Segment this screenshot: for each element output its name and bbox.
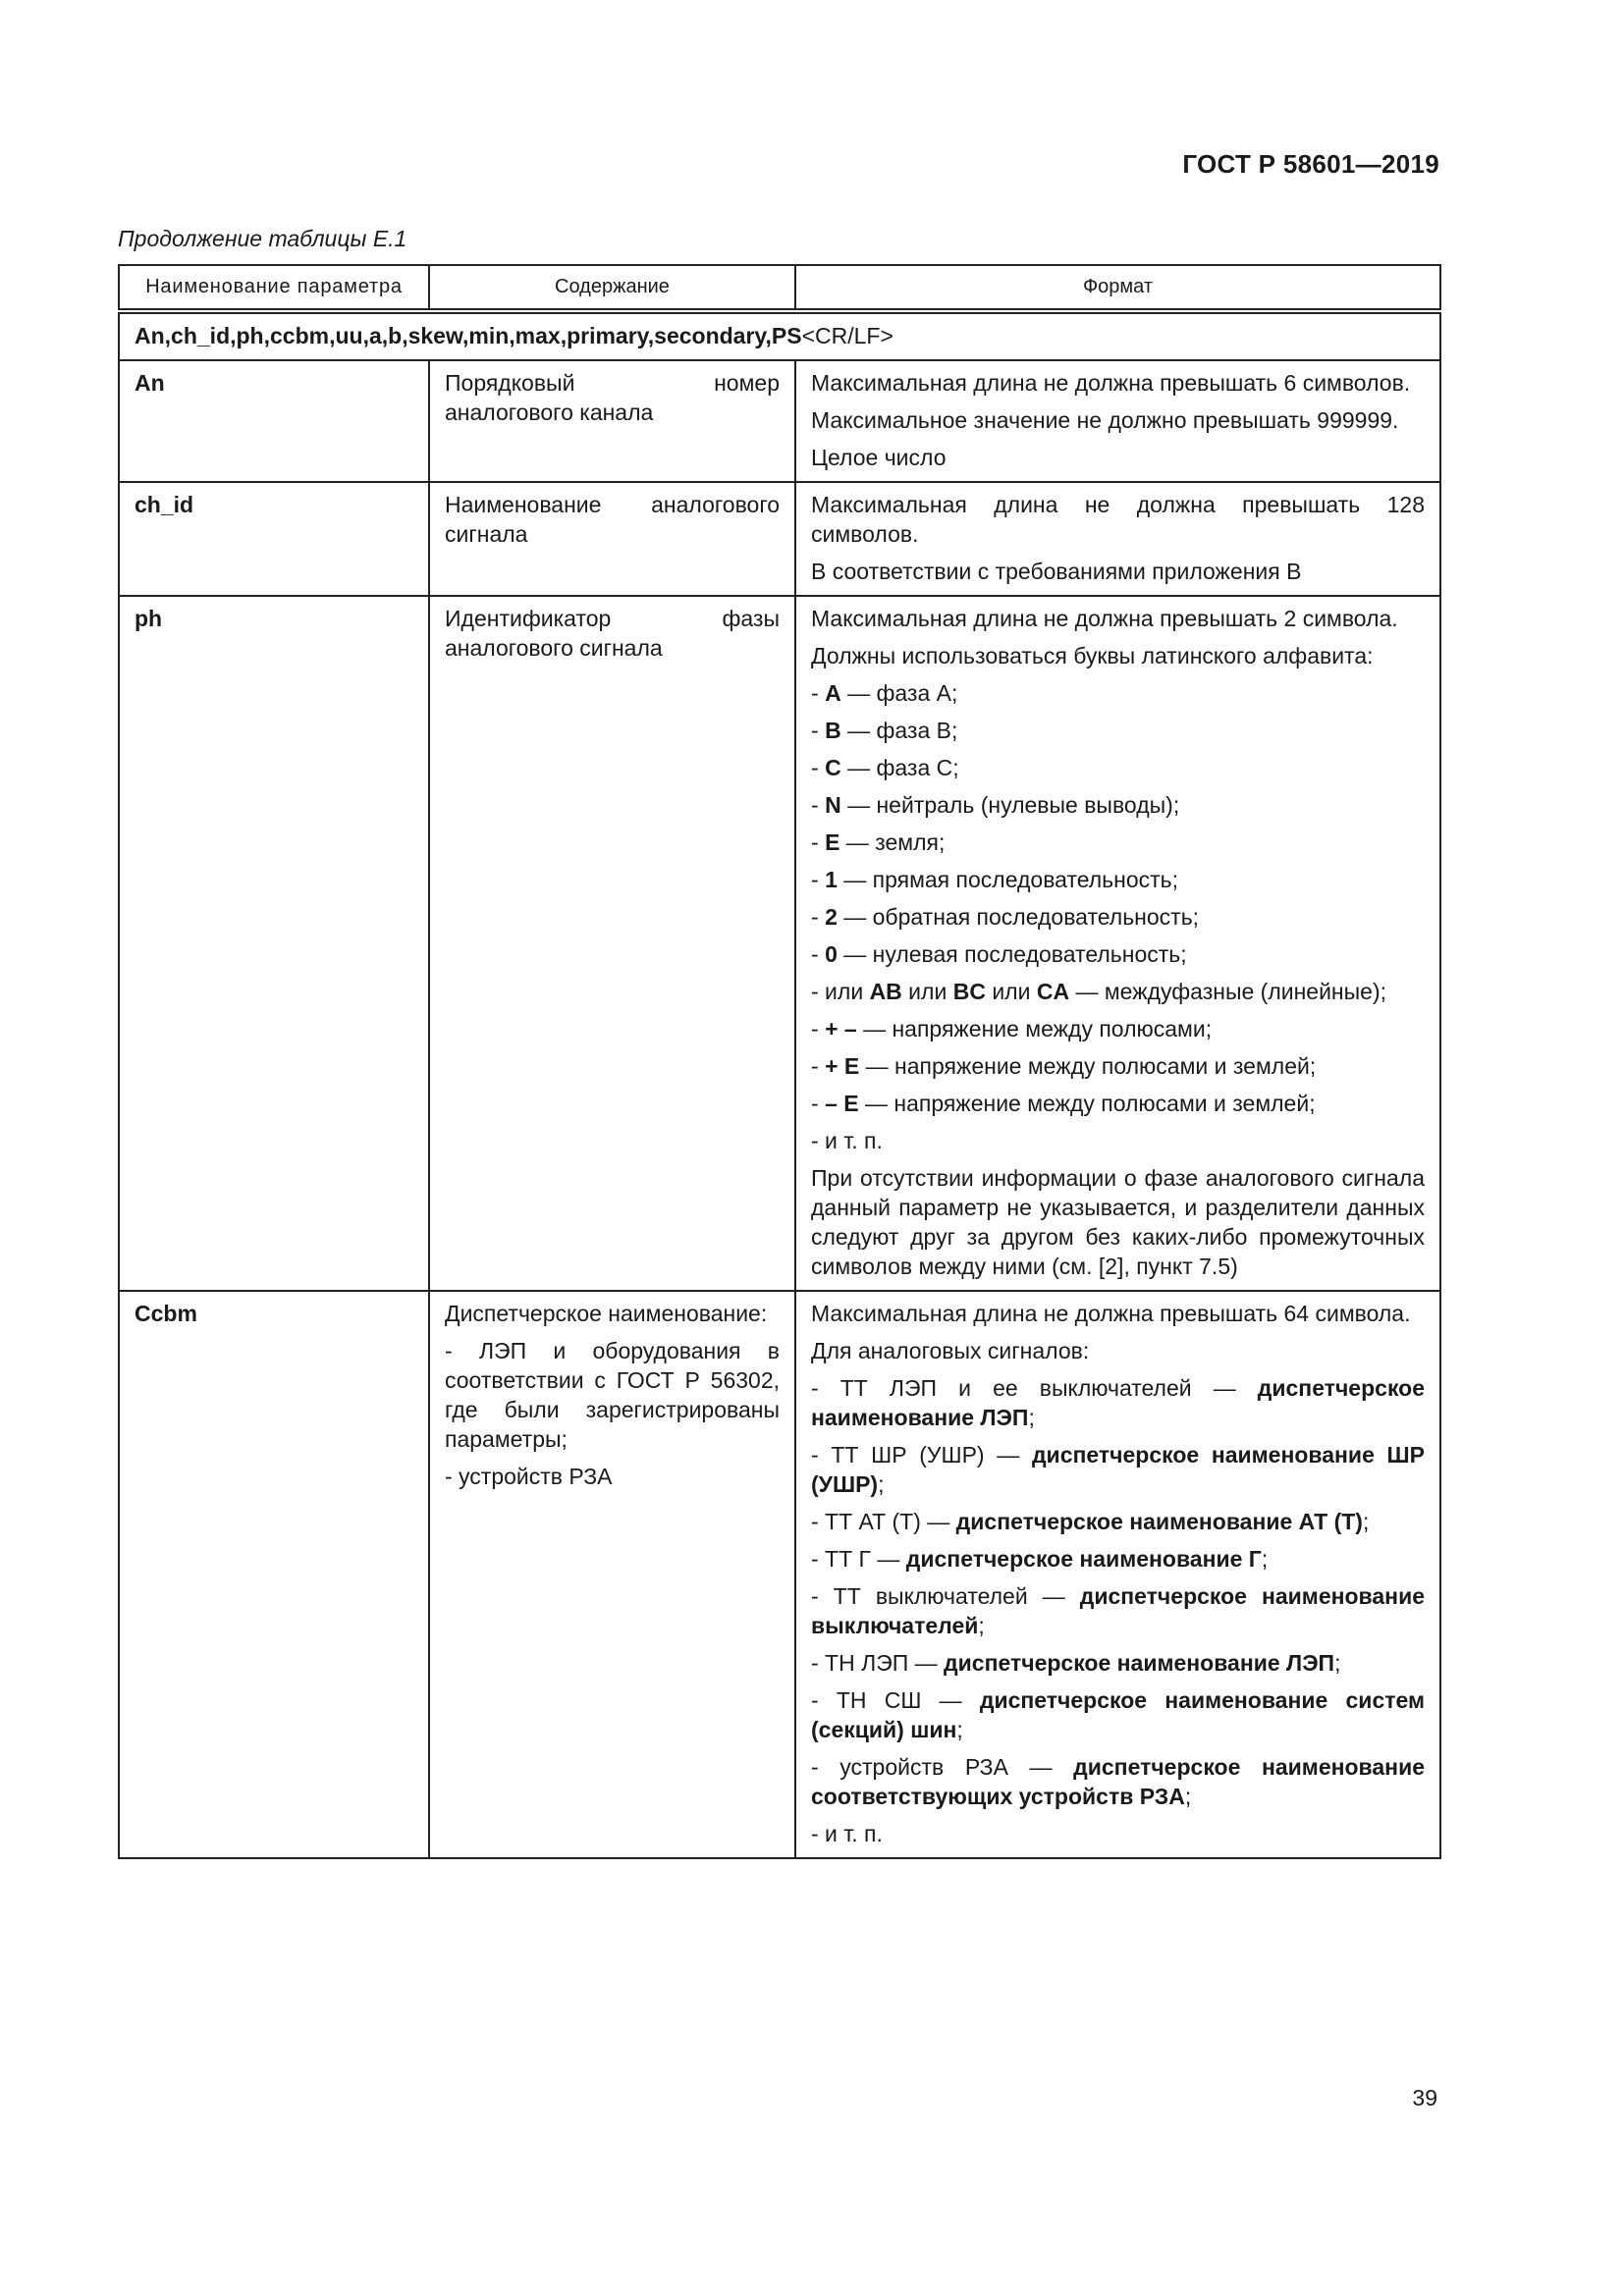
item-end: ; xyxy=(956,1717,963,1742)
param-format-cell xyxy=(795,596,1440,1291)
item-end: ; xyxy=(1028,1405,1035,1430)
param-name: ph xyxy=(135,606,163,631)
document-standard-header: ГОСТ Р 58601—2019 xyxy=(1182,149,1439,179)
param-name-cell xyxy=(119,1291,429,1858)
phase-note: При отсутствии информации о фазе аналогового сигнала данный параметр не указывается, и разделители данных следуют друг за другом без каких-либо промежуточных символов между ними (см. [2], пункт 7.5) xyxy=(811,1165,1425,1279)
header-format: Формат xyxy=(795,265,1440,311)
item-end: ; xyxy=(1184,1784,1192,1809)
parameters-table xyxy=(118,264,1441,1859)
phase-desc: — обратная последовательность; xyxy=(837,904,1200,930)
param-content-cell xyxy=(429,482,795,596)
phase-code: – E xyxy=(825,1091,859,1116)
content-text: Диспетчерское наименование: xyxy=(445,1301,768,1326)
phase-desc: — фаза А; xyxy=(840,680,958,706)
signal-item xyxy=(811,1373,1425,1432)
phase-pairs-prefix: - или xyxy=(811,979,870,1004)
header-parameter-name: Наименование параметра xyxy=(119,265,429,311)
format-text: Максимальное значение не должно превышать 999999. xyxy=(811,407,1399,433)
format-text: Максимальная длина не должна превышать 64 символа. xyxy=(811,1301,1411,1326)
phase-code: BC xyxy=(952,979,986,1004)
phase-code: C xyxy=(825,755,841,780)
phase-item: - + E — напряжение между полюсами и землей; xyxy=(811,1053,1317,1079)
signal-type: - ТТ выключателей — xyxy=(811,1583,1080,1609)
signal-naming: диспетчерское наименование систем (секций) шин xyxy=(811,1687,1425,1742)
phase-item: - A — фаза А; xyxy=(811,680,958,706)
phase-desc: — земля; xyxy=(839,829,946,855)
signal-item xyxy=(811,1685,1425,1744)
record-format-fields: An,ch_id,ph,ccbm,uu,a,b,skew,min,max,primary,secondary,PS xyxy=(135,323,802,348)
table-row-record-format xyxy=(119,311,1440,360)
param-name: Ccbm xyxy=(135,1301,197,1326)
phase-code: N xyxy=(825,792,841,818)
format-text: Максимальная длина не должна превышать 2 символа. xyxy=(811,606,1398,631)
signal-item xyxy=(811,1752,1425,1811)
param-format-cell xyxy=(795,1291,1440,1858)
signal-naming: диспетчерское наименование АТ (Т) xyxy=(955,1509,1363,1534)
phase-code: E xyxy=(825,829,840,855)
signal-naming: диспетчерское наименование выключателей xyxy=(811,1583,1426,1638)
phase-desc: — напряжение между полюсами; xyxy=(856,1016,1213,1041)
phase-desc: — прямая последовательность; xyxy=(837,867,1179,892)
phase-desc: — междуфазные (линейные); xyxy=(1069,979,1387,1004)
phase-desc: — напряжение между полюсами и землей; xyxy=(859,1053,1317,1079)
signal-etc: - и т. п. xyxy=(811,1821,883,1846)
item-end: ; xyxy=(1261,1546,1269,1572)
content-text: Идентификатор фазы аналогового сигнала xyxy=(445,606,780,661)
param-name: ch_id xyxy=(135,492,194,517)
signal-naming: диспетчерское наименование Г xyxy=(905,1546,1262,1572)
phase-code: 1 xyxy=(825,867,838,892)
content-text: - ЛЭП и оборудования в соответствии с ГОСТ Р 56302, где были зарегистрированы параметры; xyxy=(445,1338,780,1452)
signal-type: - ТТ ЛЭП и ее выключателей — xyxy=(811,1375,1258,1401)
phase-item: - + – — напряжение между полюсами; xyxy=(811,1016,1213,1041)
format-text: В соответствии с требованиями приложения В xyxy=(811,559,1302,584)
phase-item: - – E — напряжение между полюсами и землей; xyxy=(811,1091,1316,1116)
signal-type: - ТТ ШР (УШР) — xyxy=(811,1442,1032,1468)
format-text: Целое число xyxy=(811,445,947,470)
signal-item xyxy=(811,1544,1425,1574)
signal-item xyxy=(811,1507,1425,1536)
phase-code: CA xyxy=(1036,979,1070,1004)
table-header-row xyxy=(119,265,1440,311)
param-content-cell xyxy=(429,360,795,482)
phase-pairs-or: или xyxy=(985,979,1037,1004)
param-name-cell xyxy=(119,482,429,596)
signal-type: - устройств РЗА — xyxy=(811,1754,1074,1780)
table-row xyxy=(119,1291,1440,1858)
phase-item: - E — земля; xyxy=(811,829,946,855)
phase-etc: - и т. п. xyxy=(811,1128,883,1153)
param-format-cell xyxy=(795,360,1440,482)
phase-desc: — фаза В; xyxy=(840,718,958,743)
table-row xyxy=(119,596,1440,1291)
content-text: Наименование аналогового сигнала xyxy=(445,492,780,547)
phase-item: - 1 — прямая последовательность; xyxy=(811,867,1179,892)
phase-code: 0 xyxy=(825,941,838,967)
param-name-cell xyxy=(119,596,429,1291)
param-format-cell xyxy=(795,482,1440,596)
signal-type: - ТТ Г — xyxy=(811,1546,906,1572)
phase-item: - C — фаза С; xyxy=(811,755,959,780)
signal-naming: диспетчерское наименование ЛЭП xyxy=(811,1375,1425,1430)
phase-item: - B — фаза В; xyxy=(811,718,958,743)
format-text: Максимальная длина не должна превышать 6 символов. xyxy=(811,370,1411,396)
signal-naming: диспетчерское наименование соответствующих устройств РЗА xyxy=(811,1754,1426,1809)
phase-code: A xyxy=(825,680,841,706)
content-text: - устройств РЗА xyxy=(445,1464,613,1489)
page-number: 39 xyxy=(1412,2085,1437,2110)
phase-desc: — фаза С; xyxy=(840,755,959,780)
item-end: ; xyxy=(1334,1650,1341,1676)
signal-naming: диспетчерское наименование ШР (УШР) xyxy=(811,1442,1426,1497)
param-name: An xyxy=(135,370,165,396)
signal-type: - ТТ АТ (Т) — xyxy=(811,1509,956,1534)
format-text: Максимальная длина не должна превышать 128 символов. xyxy=(811,492,1425,547)
item-end: ; xyxy=(1362,1509,1370,1534)
param-content-cell xyxy=(429,1291,795,1858)
signal-naming: диспетчерское наименование ЛЭП xyxy=(944,1650,1335,1676)
phase-code: B xyxy=(825,718,841,743)
phase-code: + E xyxy=(825,1053,860,1079)
param-content-cell xyxy=(429,596,795,1291)
phase-item: - N — нейтраль (нулевые выводы); xyxy=(811,792,1180,818)
phase-item: - 2 — обратная последовательность; xyxy=(811,904,1200,930)
phase-desc: — напряжение между полюсами и землей; xyxy=(858,1091,1316,1116)
item-end: ; xyxy=(978,1613,985,1638)
phase-pairs-or: или xyxy=(901,979,953,1004)
record-format-terminator: <CR/LF> xyxy=(801,323,893,348)
signal-item xyxy=(811,1581,1425,1640)
phase-code: AB xyxy=(869,979,902,1004)
signal-item xyxy=(811,1440,1425,1499)
signal-type: - ТН СШ — xyxy=(811,1687,980,1713)
phase-item-line-pairs xyxy=(811,977,1425,1006)
table-row xyxy=(119,482,1440,596)
content-text: Порядковый номер аналогового канала xyxy=(445,370,780,425)
item-end: ; xyxy=(878,1471,885,1497)
table-caption: Продолжение таблицы Е.1 xyxy=(118,226,407,251)
param-name-cell xyxy=(119,360,429,482)
record-format-cell xyxy=(119,311,1440,360)
phase-code: + – xyxy=(825,1016,857,1041)
phase-item: - 0 — нулевая последовательность; xyxy=(811,941,1187,967)
signal-item xyxy=(811,1648,1425,1678)
phase-code: 2 xyxy=(825,904,838,930)
format-text: Для аналоговых сигналов: xyxy=(811,1338,1090,1363)
phase-desc: — нулевая последовательность; xyxy=(837,941,1187,967)
table-row xyxy=(119,360,1440,482)
signal-type: - ТН ЛЭП — xyxy=(811,1650,945,1676)
header-content: Содержание xyxy=(429,265,795,311)
format-text: Должны использоваться буквы латинского алфавита: xyxy=(811,643,1374,668)
phase-desc: — нейтраль (нулевые выводы); xyxy=(840,792,1180,818)
